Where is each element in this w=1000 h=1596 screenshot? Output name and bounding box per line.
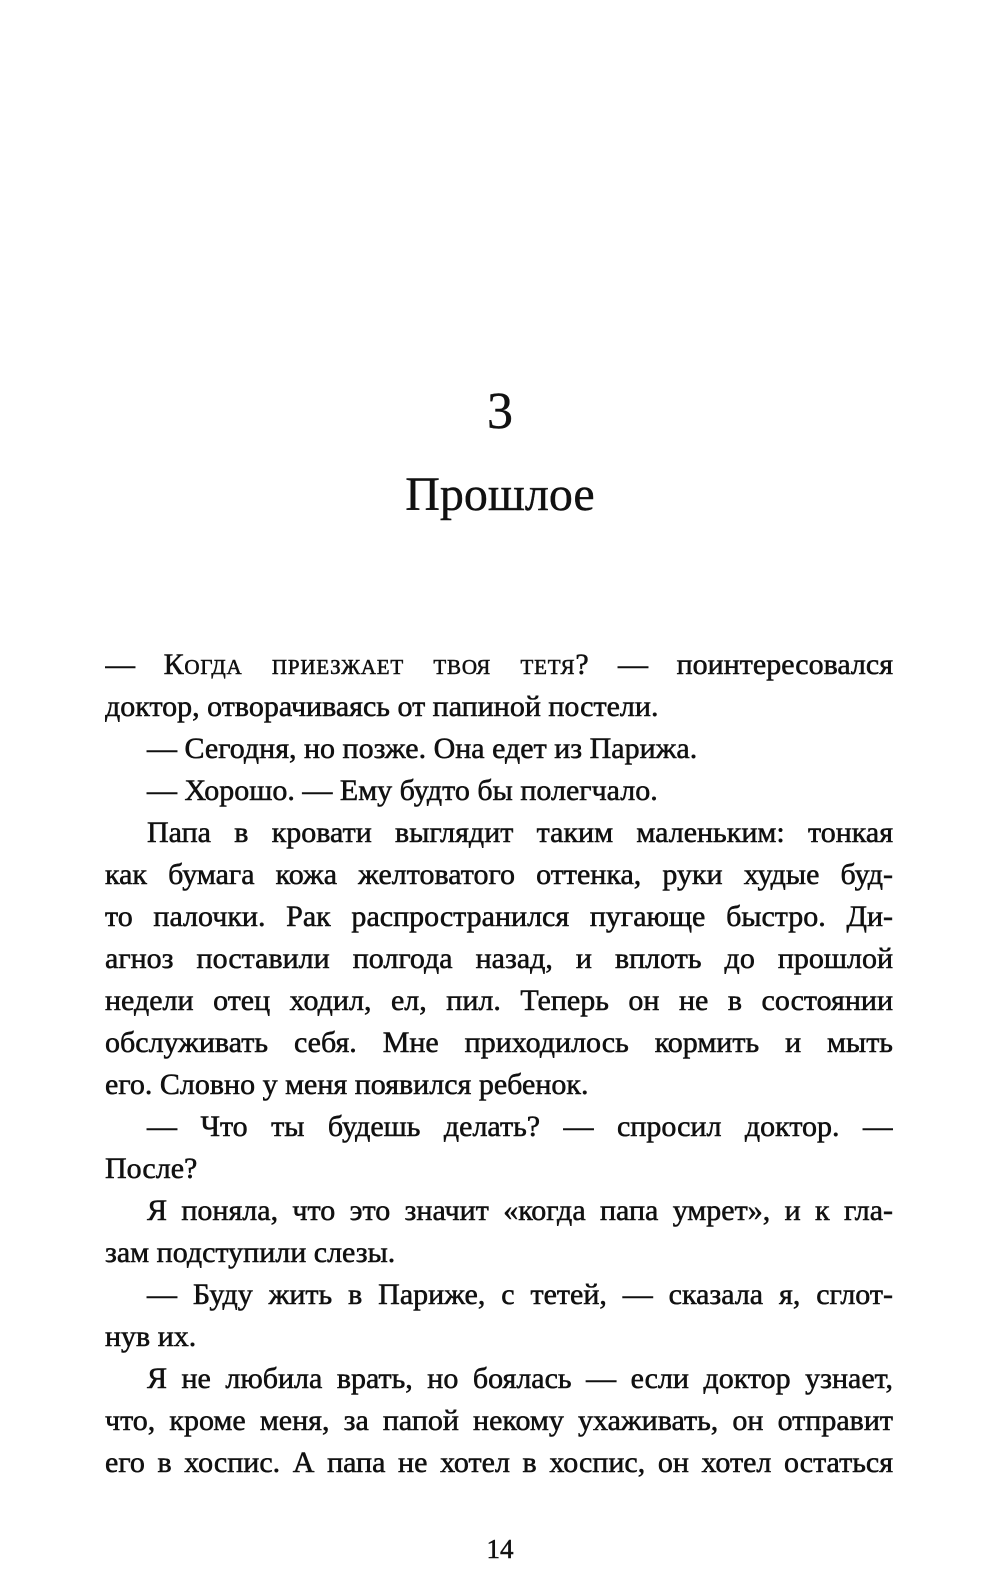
text-line: После? [105, 1152, 198, 1185]
text-line: зам подступили слезы. [105, 1236, 396, 1269]
paragraph [105, 1274, 893, 1358]
paragraph [105, 1358, 893, 1484]
paragraph [105, 644, 893, 728]
text-line: Я не любила врать, но боялась — если доктор узнает, [147, 1362, 893, 1395]
paragraph [105, 812, 893, 1106]
text-line: Папа в кровати выглядит таким маленьким: тонкая [147, 816, 893, 849]
text-line: его. Словно у меня появился ребенок. [105, 1068, 589, 1101]
text-line: как бумага кожа желтоватого оттенка, руки худые буд- [105, 858, 893, 891]
text-line: Я поняла, что это значит «когда папа умрет», и к гла- [147, 1194, 893, 1227]
text-line [105, 644, 893, 686]
text-line: нув их. [105, 1320, 197, 1353]
paragraph [105, 1106, 893, 1190]
line-remainder: — поинтересовался [618, 648, 893, 681]
lead-in-small-caps: Когда приезжает твоя тетя? [163, 648, 590, 681]
body-text [105, 644, 893, 1484]
text-line: обслуживать себя. Мне приходилось кормить и мыть [105, 1026, 893, 1059]
text-line: агноз поставили полгода назад, и вплоть до прошлой [105, 942, 893, 975]
em-dash: — [105, 648, 135, 681]
text-line: его в хоспис. А папа не хотел в хоспис, он хотел остаться [105, 1446, 893, 1479]
text-line: — Буду жить в Париже, с тетей, — сказала я, сглот- [147, 1278, 893, 1311]
text-line: — Что ты будешь делать? — спросил доктор. — [147, 1110, 893, 1143]
text-line: — Сегодня, но позже. Она едет из Парижа. [147, 732, 698, 765]
text-line: недели отец ходил, ел, пил. Теперь он не в состоянии [105, 984, 893, 1017]
text-line: — Хорошо. — Ему будто бы полегчало. [147, 774, 658, 807]
paragraph [105, 1190, 893, 1274]
page-number: 14 [486, 1534, 514, 1564]
paragraph [105, 770, 893, 812]
text-line: что, кроме меня, за папой некому ухаживать, он отправит [105, 1404, 893, 1437]
chapter-title: Прошлое [405, 468, 595, 521]
text-line: доктор, отворачиваясь от папиной постели. [105, 690, 659, 723]
paragraph [105, 728, 893, 770]
chapter-number: 3 [487, 383, 513, 440]
text-line: то палочки. Рак распространился пугающе быстро. Ди- [105, 900, 893, 933]
